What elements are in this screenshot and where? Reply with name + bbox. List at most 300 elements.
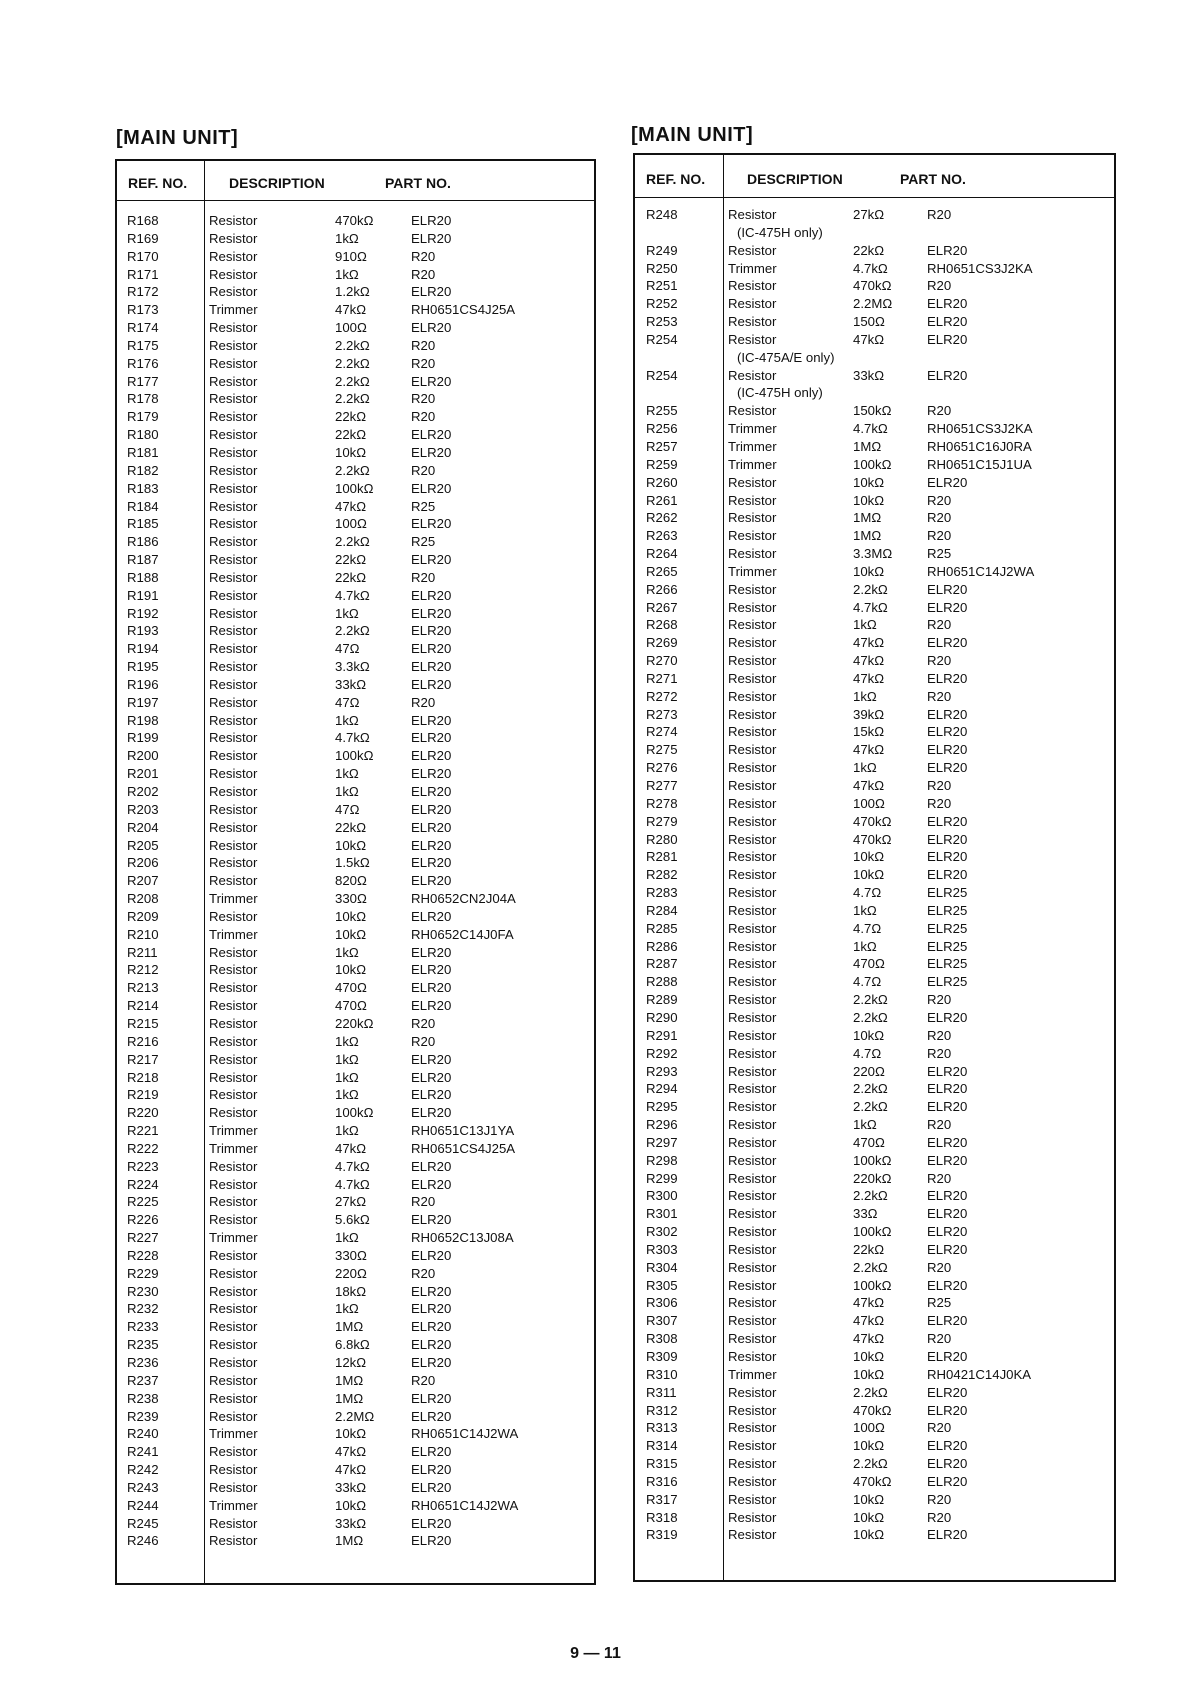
ref-no: R289 xyxy=(646,992,678,1008)
part-no: RH0651C15J1UA xyxy=(927,456,1032,472)
table-row xyxy=(117,1051,594,1069)
table-row xyxy=(635,1348,1114,1366)
table-row xyxy=(117,373,594,391)
value: 47kΩ xyxy=(853,1295,885,1311)
ref-no: R225 xyxy=(127,1194,159,1210)
description: Resistor xyxy=(728,278,777,294)
table-row xyxy=(635,456,1114,474)
part-no: ELR25 xyxy=(927,938,968,954)
ref-no: R272 xyxy=(646,688,678,704)
description: Resistor xyxy=(728,1420,777,1436)
table-row xyxy=(117,408,594,426)
table-row xyxy=(117,819,594,837)
table-row xyxy=(117,319,594,337)
ref-no: R195 xyxy=(127,659,159,675)
part-no: ELR20 xyxy=(927,1152,968,1168)
ref-no: R211 xyxy=(127,944,158,960)
description: Resistor xyxy=(209,213,258,228)
ref-no: R263 xyxy=(646,528,678,544)
ref-no: R235 xyxy=(127,1337,159,1353)
table-row xyxy=(117,533,594,551)
table-row xyxy=(635,1009,1114,1027)
description: Resistor xyxy=(209,1051,258,1067)
description: Resistor xyxy=(209,962,258,978)
ref-no: R248 xyxy=(646,207,678,222)
value: 10kΩ xyxy=(335,444,367,460)
ref-no: R224 xyxy=(127,1176,159,1192)
ref-no: R204 xyxy=(127,819,159,835)
description: Resistor xyxy=(209,748,258,764)
table-row xyxy=(117,587,594,605)
value: 2.2MΩ xyxy=(335,1408,375,1424)
description: Resistor xyxy=(209,944,258,960)
ref-no: R192 xyxy=(127,605,159,621)
description: Resistor xyxy=(728,1045,777,1061)
description: Resistor xyxy=(728,849,777,865)
description: Resistor xyxy=(209,1105,258,1121)
value: 47kΩ xyxy=(853,778,885,793)
description: Trimmer xyxy=(209,1497,258,1513)
ref-no: R277 xyxy=(646,778,678,793)
table-row xyxy=(117,480,594,498)
value: 10kΩ xyxy=(853,1366,885,1382)
table-row xyxy=(117,640,594,658)
value: 1kΩ xyxy=(335,1087,359,1103)
value: 22kΩ xyxy=(853,1241,885,1257)
ref-no: R310 xyxy=(646,1366,678,1382)
ref-no: R305 xyxy=(646,1277,678,1293)
ref-no: R242 xyxy=(127,1462,159,1478)
value: 4.7kΩ xyxy=(853,260,888,276)
value: 47kΩ xyxy=(853,1331,885,1347)
table-row xyxy=(117,1033,594,1051)
description: Trimmer xyxy=(209,891,258,907)
ref-no: R316 xyxy=(646,1473,678,1489)
part-no: ELR20 xyxy=(927,1402,968,1418)
part-no: ELR20 xyxy=(411,213,452,228)
table-row xyxy=(635,277,1114,295)
ref-no: R180 xyxy=(127,427,159,443)
value: 22kΩ xyxy=(853,242,885,258)
ref-no: R170 xyxy=(127,248,159,264)
description: Resistor xyxy=(209,1265,258,1281)
value: 150kΩ xyxy=(853,403,892,419)
part-no: R20 xyxy=(411,1015,436,1031)
table-row xyxy=(117,390,594,408)
value: 100Ω xyxy=(853,1420,885,1436)
left-unit-title: [MAIN UNIT] xyxy=(116,127,239,149)
description: Resistor xyxy=(728,1009,777,1025)
description: Resistor xyxy=(209,1247,258,1263)
description: Resistor xyxy=(209,1515,258,1531)
right-unit-title: [MAIN UNIT] xyxy=(631,124,754,146)
ref-no: R260 xyxy=(646,474,678,490)
table-row xyxy=(635,1473,1114,1491)
part-no: R20 xyxy=(927,403,952,419)
description: Trimmer xyxy=(209,926,258,942)
value: 2.2kΩ xyxy=(335,534,370,550)
table-row xyxy=(635,420,1114,438)
table-row xyxy=(635,1277,1114,1295)
description: Resistor xyxy=(209,730,258,746)
description: Resistor xyxy=(209,337,258,353)
description: Resistor xyxy=(209,1533,258,1549)
part-no: ELR20 xyxy=(927,1277,968,1293)
value: 2.2kΩ xyxy=(853,992,888,1008)
ref-no: R194 xyxy=(127,641,159,657)
description: Resistor xyxy=(209,855,258,871)
ref-no: R243 xyxy=(127,1479,159,1495)
description: Resistor xyxy=(728,956,777,972)
value: 47Ω xyxy=(335,801,360,817)
ref-no: R293 xyxy=(646,1063,678,1079)
part-no: ELR20 xyxy=(411,444,452,460)
value: 100kΩ xyxy=(335,748,374,764)
description: Resistor xyxy=(728,920,777,936)
ref-no: R306 xyxy=(646,1295,678,1311)
description: Resistor xyxy=(728,1027,777,1043)
value: 1kΩ xyxy=(853,902,877,918)
table-row xyxy=(117,1532,594,1550)
part-no: R20 xyxy=(927,795,952,811)
table-row xyxy=(635,509,1114,527)
part-no: ELR20 xyxy=(927,1527,968,1543)
part-no: ELR20 xyxy=(411,1069,452,1085)
description: Resistor xyxy=(209,284,258,300)
table-row xyxy=(117,355,594,373)
description: Resistor xyxy=(209,1069,258,1085)
part-no: R20 xyxy=(411,1372,436,1388)
table-row xyxy=(635,384,1114,402)
table-row xyxy=(635,260,1114,278)
part-no: RH0651CS4J25A xyxy=(411,1140,516,1156)
description: Resistor xyxy=(209,266,258,282)
value: 1MΩ xyxy=(335,1533,364,1549)
table-row xyxy=(117,979,594,997)
part-no: ELR20 xyxy=(927,314,968,330)
part-no: ELR20 xyxy=(927,367,968,383)
part-no: ELR20 xyxy=(411,1444,452,1460)
table-row xyxy=(635,1526,1114,1544)
description: Resistor xyxy=(209,1319,258,1335)
ref-no: R205 xyxy=(127,837,159,853)
description: Resistor xyxy=(209,498,258,514)
table-row xyxy=(117,569,594,587)
table-row xyxy=(635,242,1114,260)
value: 2.2kΩ xyxy=(335,623,370,639)
value: 22kΩ xyxy=(335,569,367,585)
ref-no: R307 xyxy=(646,1313,678,1329)
ref-no: R268 xyxy=(646,617,678,633)
part-no: R20 xyxy=(927,510,952,526)
value: 47kΩ xyxy=(853,742,885,758)
value: 47kΩ xyxy=(853,653,885,669)
part-no: ELR20 xyxy=(411,1176,452,1192)
description: Resistor xyxy=(728,795,777,811)
value: 12kΩ xyxy=(335,1355,367,1370)
value: 470Ω xyxy=(853,956,885,972)
part-no: ELR20 xyxy=(411,873,452,889)
ref-no: R206 xyxy=(127,855,159,871)
table-row xyxy=(635,1223,1114,1241)
value: 4.7kΩ xyxy=(853,421,888,437)
table-row xyxy=(635,1045,1114,1063)
ref-no: R214 xyxy=(127,998,159,1014)
description: Resistor xyxy=(728,581,777,597)
ref-no: R232 xyxy=(127,1301,159,1317)
value: 1kΩ xyxy=(335,230,359,246)
value: 220kΩ xyxy=(335,1015,374,1031)
description: Resistor xyxy=(728,367,777,383)
description: Resistor xyxy=(209,1408,258,1424)
description: Trimmer xyxy=(728,563,777,579)
ref-no: R266 xyxy=(646,581,678,597)
description: Resistor xyxy=(728,331,777,347)
description: Resistor xyxy=(209,605,258,621)
ref-no: R267 xyxy=(646,599,678,615)
description: Resistor xyxy=(209,908,258,924)
value: 15kΩ xyxy=(853,724,885,740)
description: Resistor xyxy=(728,1081,777,1097)
value: 1kΩ xyxy=(335,944,359,960)
ref-no: R278 xyxy=(646,795,678,811)
value: 1kΩ xyxy=(335,1301,359,1317)
table-row xyxy=(635,1116,1114,1134)
description: Resistor xyxy=(728,742,777,758)
table-row xyxy=(635,295,1114,313)
description: Resistor xyxy=(728,1224,777,1240)
part-no: R20 xyxy=(927,1117,952,1133)
table-row xyxy=(635,1312,1114,1330)
value: 1kΩ xyxy=(853,688,877,704)
ref-no: R300 xyxy=(646,1188,678,1204)
part-no: RH0421C14J0KA xyxy=(927,1366,1032,1382)
part-no: ELR20 xyxy=(927,331,968,347)
table-row xyxy=(117,1247,594,1265)
ref-no: R308 xyxy=(646,1331,678,1347)
table-row xyxy=(635,474,1114,492)
table-row xyxy=(635,1098,1114,1116)
description: Resistor xyxy=(209,998,258,1014)
description: Resistor xyxy=(728,314,777,330)
value: 470Ω xyxy=(335,998,367,1014)
part-no: ELR20 xyxy=(411,1390,452,1406)
ref-no: R218 xyxy=(127,1069,159,1085)
table-row xyxy=(117,1283,594,1301)
part-no: R20 xyxy=(411,1033,436,1049)
part-no: ELR20 xyxy=(411,320,452,336)
part-no: R20 xyxy=(411,337,436,353)
value: 27kΩ xyxy=(335,1194,367,1210)
description: Resistor xyxy=(728,1206,777,1222)
description: Resistor xyxy=(728,831,777,847)
ref-no: R174 xyxy=(127,320,159,336)
ref-no: R238 xyxy=(127,1390,159,1406)
ref-no: R265 xyxy=(646,563,678,579)
part-no: RH0651CS3J2KA xyxy=(927,421,1033,437)
description: Resistor xyxy=(209,1176,258,1192)
description: Resistor xyxy=(728,510,777,526)
description: Resistor xyxy=(728,1456,777,1472)
value: 10kΩ xyxy=(853,1438,885,1454)
value: 10kΩ xyxy=(335,1497,367,1513)
ref-no: R255 xyxy=(646,403,678,419)
table-row xyxy=(635,920,1114,938)
value: 100Ω xyxy=(853,795,885,811)
description: Resistor xyxy=(209,1355,258,1370)
value: 47kΩ xyxy=(335,498,367,514)
part-no: R20 xyxy=(411,462,436,478)
part-no: ELR20 xyxy=(411,1158,452,1174)
description: Resistor xyxy=(209,230,258,246)
ref-no: R244 xyxy=(127,1497,159,1513)
table-row xyxy=(117,1318,594,1336)
description: Trimmer xyxy=(728,456,777,472)
value: 10kΩ xyxy=(335,962,367,978)
description: Resistor xyxy=(209,516,258,532)
ref-no: R241 xyxy=(127,1444,159,1460)
description: Resistor xyxy=(728,1331,777,1347)
part-no: ELR20 xyxy=(411,623,452,639)
value: 10kΩ xyxy=(853,867,885,883)
ref-no: R281 xyxy=(646,849,678,865)
ref-no: R193 xyxy=(127,623,159,639)
ref-no: R264 xyxy=(646,546,678,562)
table-row xyxy=(635,866,1114,884)
value: 2.2kΩ xyxy=(853,1384,888,1400)
ref-no: R202 xyxy=(127,784,159,799)
description: Resistor xyxy=(209,694,258,710)
value: 1kΩ xyxy=(335,766,359,782)
value: 2.2kΩ xyxy=(335,355,370,371)
description: Resistor xyxy=(209,355,258,371)
value: 18kΩ xyxy=(335,1283,367,1299)
part-no: ELR20 xyxy=(927,474,968,490)
right-parts-table xyxy=(633,153,1116,1582)
ref-no: R311 xyxy=(646,1384,677,1400)
part-no: R20 xyxy=(411,409,436,425)
ref-no: R186 xyxy=(127,534,159,550)
table-row xyxy=(635,616,1114,634)
left-table-header xyxy=(117,161,594,201)
table-row xyxy=(635,1134,1114,1152)
ref-no: R309 xyxy=(646,1349,678,1364)
description: Resistor xyxy=(209,427,258,443)
ref-no: R168 xyxy=(127,213,159,228)
description: Resistor xyxy=(728,1438,777,1454)
part-no: R20 xyxy=(927,1420,952,1436)
part-no: RH0651C16J0RA xyxy=(927,438,1032,454)
table-row xyxy=(117,283,594,301)
ref-no: R215 xyxy=(127,1015,159,1031)
description: Resistor xyxy=(209,1479,258,1495)
table-row xyxy=(635,438,1114,456)
part-no: ELR20 xyxy=(927,581,968,597)
value: 4.7kΩ xyxy=(335,587,370,603)
part-no: ELR20 xyxy=(411,784,452,799)
part-no: ELR20 xyxy=(927,813,968,829)
table-row xyxy=(117,230,594,248)
table-row xyxy=(635,1241,1114,1259)
part-no: ELR20 xyxy=(411,837,452,853)
ref-no: R236 xyxy=(127,1355,159,1370)
description: Resistor xyxy=(209,480,258,496)
description: Resistor xyxy=(209,1372,258,1388)
part-no: RH0651C14J2WA xyxy=(411,1426,519,1442)
part-no: R25 xyxy=(411,498,436,514)
table-row xyxy=(117,444,594,462)
table-row xyxy=(635,670,1114,688)
ref-no: R226 xyxy=(127,1212,159,1228)
value: 1kΩ xyxy=(335,605,359,621)
part-no: ELR20 xyxy=(927,1009,968,1025)
part-no: ELR20 xyxy=(411,962,452,978)
description: Resistor xyxy=(728,670,777,686)
part-no: ELR20 xyxy=(411,1515,452,1531)
ref-no: R196 xyxy=(127,676,159,692)
description: Resistor xyxy=(728,242,777,258)
table-row xyxy=(117,1354,594,1372)
part-no: R20 xyxy=(927,1331,952,1347)
table-row xyxy=(117,1122,594,1140)
part-no: ELR20 xyxy=(411,908,452,924)
table-row xyxy=(635,331,1114,349)
ref-no: R197 xyxy=(127,694,159,710)
ref-no: R223 xyxy=(127,1158,159,1174)
description: Resistor xyxy=(728,1099,777,1115)
part-no: ELR20 xyxy=(927,1134,968,1150)
part-no: ELR20 xyxy=(411,1301,452,1317)
value: 220Ω xyxy=(335,1265,367,1281)
part-no: ELR25 xyxy=(927,956,968,972)
value: 1MΩ xyxy=(335,1319,364,1335)
part-no: ELR20 xyxy=(411,766,452,782)
part-no: ELR20 xyxy=(411,427,452,443)
value: 4.7kΩ xyxy=(335,730,370,746)
value: 4.7Ω xyxy=(853,885,882,901)
table-row xyxy=(117,301,594,319)
part-no: R20 xyxy=(411,569,436,585)
part-no: R20 xyxy=(411,694,436,710)
description: Resistor xyxy=(728,885,777,901)
table-row xyxy=(117,622,594,640)
part-no: ELR20 xyxy=(927,242,968,258)
table-row xyxy=(117,1211,594,1229)
ref-no: R280 xyxy=(646,831,678,847)
table-row xyxy=(117,212,594,230)
description: Resistor xyxy=(209,373,258,389)
ref-no: R245 xyxy=(127,1515,159,1531)
value: 2.2kΩ xyxy=(853,1099,888,1115)
value: 10kΩ xyxy=(853,563,885,579)
table-row xyxy=(635,991,1114,1009)
part-no: R20 xyxy=(927,207,952,222)
value: 47kΩ xyxy=(335,1140,367,1156)
description: Resistor xyxy=(209,1087,258,1103)
table-row xyxy=(117,1069,594,1087)
ref-no: R254 xyxy=(646,331,678,347)
table-row xyxy=(117,997,594,1015)
part-no: RH0651C13J1YA xyxy=(411,1123,515,1139)
part-no: ELR20 xyxy=(411,819,452,835)
part-no: R20 xyxy=(927,492,952,508)
table-row xyxy=(117,729,594,747)
table-row xyxy=(117,462,594,480)
table-row xyxy=(117,890,594,908)
value: 47kΩ xyxy=(853,635,885,651)
part-no: ELR20 xyxy=(411,659,452,675)
part-no: R20 xyxy=(927,1045,952,1061)
